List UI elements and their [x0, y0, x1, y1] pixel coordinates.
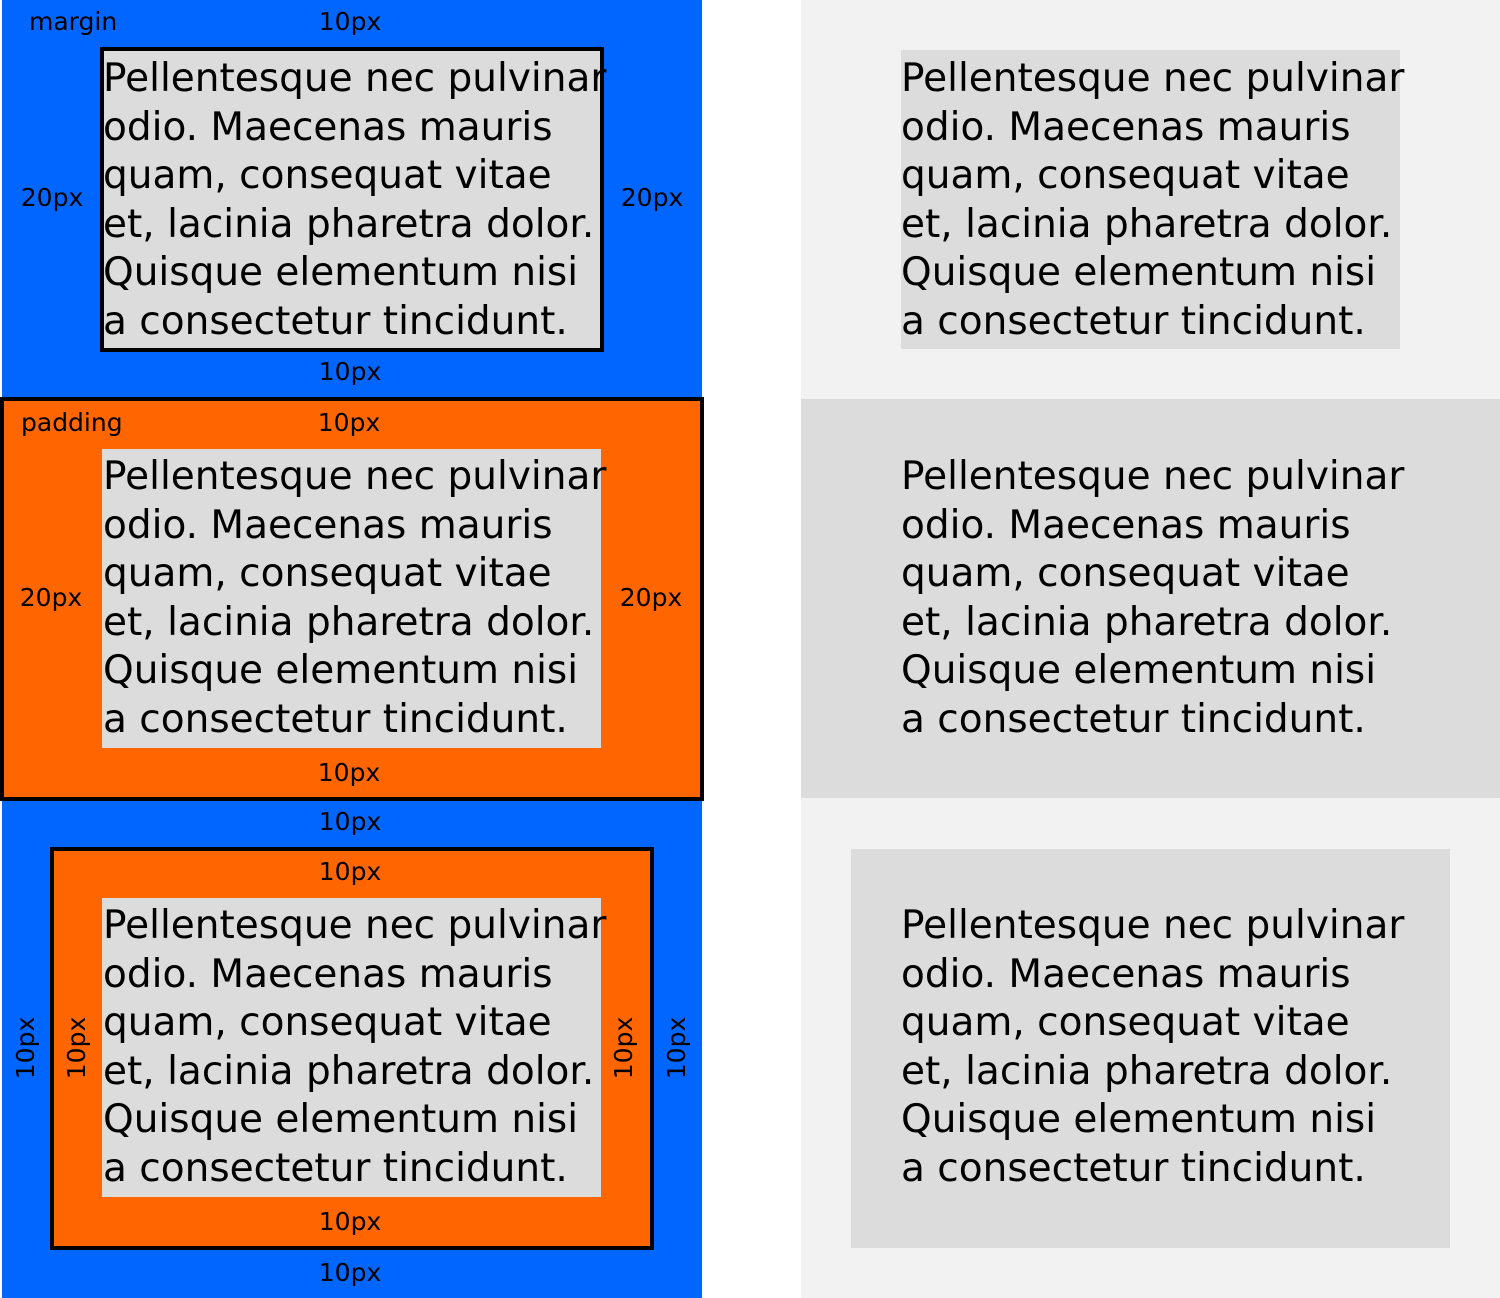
text-line: Pellentesque nec pulvinar: [103, 454, 607, 499]
text-line: quam, consequat vitae: [901, 1000, 1350, 1046]
combined-padding-left-label: 10px: [62, 1016, 91, 1080]
padding-bottom-label: 10px: [317, 758, 381, 787]
combined-margin-top-label: 10px: [318, 807, 382, 836]
text-line: quam, consequat vitae: [901, 153, 1350, 199]
padding-top-label: 10px: [317, 408, 381, 437]
combined-margin-right-label: 10px: [662, 1016, 691, 1080]
text-line: et, lacinia pharetra dolor.: [901, 599, 1393, 645]
text-line: Quisque elementum nisi: [901, 648, 1377, 694]
text-line: et, lacinia pharetra dolor.: [103, 599, 595, 645]
margin-top-label: 10px: [318, 7, 382, 36]
margin-bottom-label: 10px: [318, 357, 382, 386]
margin-right-label: 20px: [620, 183, 684, 212]
rendered-margin-text: [901, 55, 1404, 347]
margin-left-label: 20px: [20, 183, 84, 212]
text-line: et, lacinia pharetra dolor.: [103, 1048, 595, 1094]
text-line: Quisque elementum nisi: [103, 250, 579, 296]
text-line: odio. Maecenas mauris: [103, 104, 553, 150]
margin-heading: margin: [29, 7, 118, 36]
padding-right-label: 20px: [619, 583, 683, 612]
padding-heading: padding: [21, 408, 123, 437]
combined-margin-bottom-label: 10px: [318, 1258, 382, 1287]
combined-padding-right-label: 10px: [609, 1016, 638, 1080]
text-line: et, lacinia pharetra dolor.: [901, 1048, 1393, 1094]
text-line: quam, consequat vitae: [103, 153, 552, 199]
text-line: quam, consequat vitae: [901, 551, 1350, 597]
text-line: a consectetur tincidunt.: [103, 298, 568, 344]
padding-left-label: 20px: [19, 583, 83, 612]
margin-example-text: [103, 55, 606, 347]
text-line: a consectetur tincidunt.: [103, 696, 568, 742]
text-line: quam, consequat vitae: [103, 1000, 552, 1046]
text-line: Quisque elementum nisi: [901, 250, 1377, 296]
text-line: a consectetur tincidunt.: [901, 696, 1366, 742]
text-line: odio. Maecenas mauris: [901, 104, 1351, 150]
text-line: odio. Maecenas mauris: [103, 951, 553, 997]
text-line: a consectetur tincidunt.: [901, 298, 1366, 344]
text-line: Pellentesque nec pulvinar: [103, 903, 607, 948]
rendered-padding-text: [901, 453, 1404, 745]
rendered-combined-text: [901, 902, 1404, 1194]
text-line: et, lacinia pharetra dolor.: [901, 201, 1393, 247]
text-line: Pellentesque nec pulvinar: [901, 903, 1405, 948]
text-line: Pellentesque nec pulvinar: [901, 454, 1405, 499]
combined-text: [103, 902, 606, 1194]
text-line: a consectetur tincidunt.: [901, 1145, 1366, 1191]
text-line: odio. Maecenas mauris: [901, 951, 1351, 997]
padding-example-text: [103, 453, 606, 745]
text-line: odio. Maecenas mauris: [103, 502, 553, 548]
combined-padding-bottom-label: 10px: [318, 1207, 382, 1236]
text-line: a consectetur tincidunt.: [103, 1145, 568, 1191]
text-line: odio. Maecenas mauris: [901, 502, 1351, 548]
text-line: quam, consequat vitae: [103, 551, 552, 597]
text-line: Pellentesque nec pulvinar: [901, 56, 1405, 101]
text-line: Quisque elementum nisi: [901, 1097, 1377, 1143]
combined-margin-left-label: 10px: [11, 1016, 40, 1080]
combined-padding-top-label: 10px: [318, 857, 382, 886]
text-line: Pellentesque nec pulvinar: [103, 56, 607, 101]
text-line: Quisque elementum nisi: [103, 1097, 579, 1143]
text-line: et, lacinia pharetra dolor.: [103, 201, 595, 247]
text-line: Quisque elementum nisi: [103, 648, 579, 694]
